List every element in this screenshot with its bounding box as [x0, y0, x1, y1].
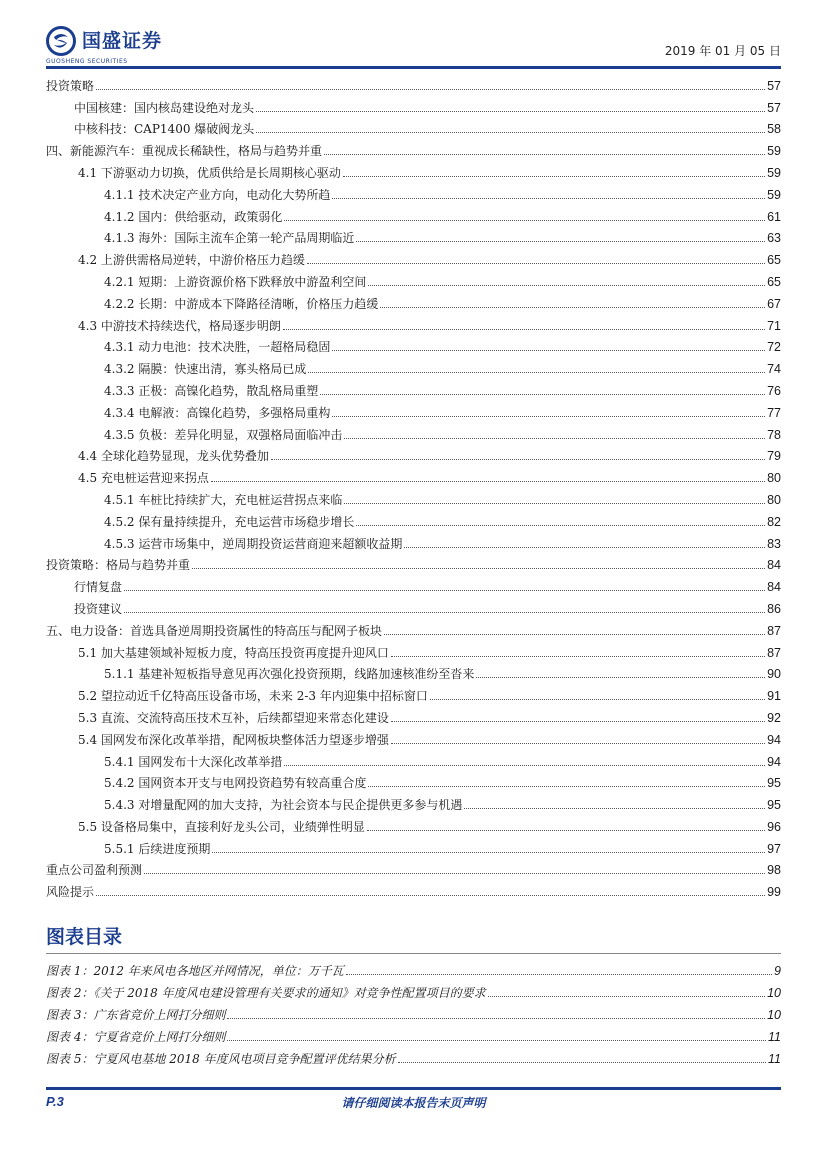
toc-entry-page: 80: [767, 492, 781, 507]
toc-entry-page: 95: [767, 798, 781, 813]
dot-leader: [391, 656, 765, 657]
toc-entry-label: 中国核建：国内核岛建设绝对龙头: [74, 100, 255, 115]
toc-entry-label: 4.5.2 保有量持续提升，充电运营市场稳步增长: [104, 514, 355, 529]
toc-entry[interactable]: [46, 376, 781, 398]
company-logo-icon: [46, 26, 76, 56]
figure-entry[interactable]: [46, 956, 781, 978]
toc-entry[interactable]: [46, 725, 781, 747]
dot-leader: [308, 372, 765, 373]
toc-entry[interactable]: [46, 572, 781, 594]
toc-entry-page: 76: [767, 383, 781, 398]
toc-entry-label: 投资策略: [46, 78, 95, 93]
toc-entry-page: 90: [767, 667, 781, 682]
dot-leader: [346, 974, 772, 975]
toc-entry[interactable]: [46, 442, 781, 464]
toc-entry-page: 61: [767, 209, 781, 224]
figure-entry-label: 图表 2：《关于 2018 年度风电建设管理有关要求的通知》对竞争性配置项目的要求: [46, 986, 486, 1000]
toc-entry-page: 59: [767, 187, 781, 202]
dot-leader: [307, 263, 765, 264]
toc-entry-label: 5.2 望拉动近千亿特高压设备市场，未来 2-3 年内迎集中招标窗口: [78, 689, 428, 704]
toc-entry[interactable]: [46, 354, 781, 376]
header-divider: [46, 66, 781, 69]
toc-entry-label: 4.3.5 负极：差异化明显，双强格局面临冲击: [104, 427, 343, 442]
report-date: 2019 年 01 月 05 日: [664, 44, 781, 58]
toc-entry-label: 4.1.2 国内：供给驱动，政策弱化: [104, 209, 283, 224]
toc-entry-page: 57: [767, 78, 781, 93]
dot-leader: [256, 132, 765, 133]
toc-entry-page: 87: [767, 623, 781, 638]
toc-entry-label: 4.1.3 海外：国际主流车企第一轮产品周期临近: [104, 231, 355, 246]
toc-entry-label: 4.3.4 电解液：高镍化趋势，多强格局重构: [104, 405, 331, 420]
toc-entry[interactable]: [46, 158, 781, 180]
figure-entry-page: 10: [767, 1008, 781, 1022]
dot-leader: [391, 743, 765, 744]
dot-leader: [144, 873, 765, 874]
toc-entry-page: 80: [767, 471, 781, 486]
dot-leader: [368, 285, 765, 286]
table-of-contents: [46, 71, 781, 899]
toc-entry-label: 4.3.2 隔膜：快速出清，寡头格局已成: [104, 362, 307, 377]
toc-entry-label: 4.1.1 技术决定产业方向，电动化大势所趋: [104, 187, 331, 202]
toc-entry-label: 4.5.1 车桩比持续扩大，充电桩运营拐点来临: [104, 492, 343, 507]
toc-entry[interactable]: [46, 180, 781, 202]
toc-entry-page: 92: [767, 710, 781, 725]
toc-entry[interactable]: [46, 877, 781, 899]
dot-leader: [356, 525, 765, 526]
toc-entry-page: 65: [767, 253, 781, 268]
toc-entry-page: 87: [767, 645, 781, 660]
toc-entry-page: 59: [767, 144, 781, 159]
toc-entry-label: 五、电力设备：首选具备逆周期投资属性的特高压与配网子板块: [46, 623, 383, 638]
dot-leader: [192, 568, 765, 569]
toc-entry-page: 98: [767, 863, 781, 878]
figure-entry[interactable]: [46, 1022, 781, 1044]
toc-entry[interactable]: [46, 681, 781, 703]
toc-entry-page: 84: [767, 580, 781, 595]
figure-entry-label: 图表 3：广东省竞价上网打分细则: [46, 1008, 226, 1022]
dot-leader: [227, 1040, 766, 1041]
toc-entry-label: 5.4 国网发布深化改革举措，配网板块整体活力望逐步增强: [78, 732, 389, 747]
toc-entry[interactable]: [46, 790, 781, 812]
toc-entry-page: 65: [767, 274, 781, 289]
dot-leader: [256, 111, 765, 112]
dot-leader: [464, 808, 765, 809]
toc-entry[interactable]: [46, 703, 781, 725]
toc-entry-page: 82: [767, 514, 781, 529]
dot-leader: [324, 154, 765, 155]
dot-leader: [124, 612, 765, 613]
toc-entry-label: 四、新能源汽车：重视成长稀缺性，格局与趋势并重: [46, 144, 323, 159]
dot-leader: [488, 996, 765, 997]
dot-leader: [212, 852, 765, 853]
figure-entry-label: 图表 5：宁夏风电基地 2018 年度风电项目竞争配置评优结果分析: [46, 1052, 396, 1066]
page-number: P.3: [46, 1094, 64, 1109]
toc-entry[interactable]: [46, 507, 781, 529]
dot-leader: [271, 459, 765, 460]
toc-entry-label: 投资建议: [74, 601, 123, 616]
toc-entry-label: 5.4.3 对增量配网的加大支持，为社会资本与民企提供更多参与机遇: [104, 798, 463, 813]
dot-leader: [284, 765, 765, 766]
page-header: [46, 24, 781, 66]
dot-leader: [384, 634, 765, 635]
figure-entry-page: 10: [767, 986, 781, 1000]
dot-leader: [344, 438, 765, 439]
toc-entry[interactable]: [46, 769, 781, 791]
dot-leader: [124, 590, 765, 591]
toc-entry[interactable]: [46, 224, 781, 246]
figures-title: 图表目录: [46, 926, 123, 948]
toc-entry[interactable]: [46, 311, 781, 333]
toc-entry-page: 79: [767, 449, 781, 464]
toc-entry-label: 4.3 中游技术持续迭代，格局逐步明朗: [78, 318, 281, 333]
figure-entry-page: 11: [768, 1052, 781, 1066]
dot-leader: [283, 329, 765, 330]
toc-entry-page: 57: [767, 100, 781, 115]
toc-entry-page: 77: [767, 405, 781, 420]
toc-entry[interactable]: [46, 660, 781, 682]
toc-entry[interactable]: [46, 245, 781, 267]
toc-entry-label: 5.1.1 基建补短板指导意见再次强化投资预期，线路加速核准纷至沓来: [104, 667, 475, 682]
figure-entry[interactable]: [46, 978, 781, 1000]
dot-leader: [332, 350, 765, 351]
dot-leader: [367, 830, 765, 831]
toc-entry-page: 83: [767, 536, 781, 551]
toc-entry-label: 5.1 加大基建领域补短板力度，特高压投资再度提升迎风口: [78, 645, 389, 660]
footer-disclaimer: 请仔细阅读本报告末页声明: [341, 1096, 486, 1110]
dot-leader: [368, 786, 765, 787]
figure-entry-page: 11: [768, 1030, 781, 1044]
toc-entry[interactable]: [46, 812, 781, 834]
toc-entry-page: 63: [767, 231, 781, 246]
toc-entry-label: 4.3.3 正极：高镍化趋势，散乱格局重塑: [104, 383, 319, 398]
dot-leader: [343, 176, 765, 177]
toc-entry-label: 投资策略：格局与趋势并重: [46, 558, 191, 573]
toc-entry[interactable]: [46, 267, 781, 289]
toc-entry[interactable]: [46, 420, 781, 442]
toc-entry[interactable]: [46, 463, 781, 485]
toc-entry[interactable]: [46, 638, 781, 660]
toc-entry[interactable]: [46, 551, 781, 573]
figures-divider: [46, 953, 781, 954]
figure-entry-page: 9: [774, 964, 781, 978]
toc-entry[interactable]: [46, 398, 781, 420]
dot-leader: [332, 416, 765, 417]
toc-entry-page: 95: [767, 776, 781, 791]
toc-entry[interactable]: [46, 71, 781, 93]
dot-leader: [227, 1018, 765, 1019]
toc-entry[interactable]: [46, 747, 781, 769]
toc-entry[interactable]: [46, 333, 781, 355]
toc-entry-page: 97: [767, 841, 781, 856]
dot-leader: [404, 547, 765, 548]
toc-entry-label: 5.4.2 国网资本开支与电网投资趋势有较高重合度: [104, 776, 367, 791]
toc-entry-page: 71: [767, 318, 781, 333]
toc-entry[interactable]: [46, 529, 781, 551]
toc-entry[interactable]: [46, 115, 781, 137]
toc-entry[interactable]: [46, 616, 781, 638]
toc-entry-page: 94: [767, 732, 781, 747]
toc-entry-label: 4.3.1 动力电池：技术决胜，一超格局稳固: [104, 340, 331, 355]
toc-entry-page: 58: [767, 122, 781, 137]
dot-leader: [320, 394, 765, 395]
footer-divider: [46, 1087, 781, 1090]
dot-leader: [476, 677, 765, 678]
toc-entry[interactable]: [46, 834, 781, 856]
toc-entry-page: 72: [767, 340, 781, 355]
toc-entry-page: 74: [767, 362, 781, 377]
toc-entry-label: 5.5.1 后续进度预期: [104, 841, 211, 856]
toc-entry[interactable]: [46, 289, 781, 311]
toc-entry-page: 94: [767, 754, 781, 769]
figure-entry[interactable]: [46, 1000, 781, 1022]
figure-entry-label: 图表 1：2012 年来风电各地区并网情况，单位：万千瓦: [46, 964, 344, 978]
figure-entry-label: 图表 4：宁夏省竞价上网打分细则: [46, 1030, 226, 1044]
toc-entry[interactable]: [46, 485, 781, 507]
toc-entry-label: 风险提示: [46, 885, 95, 900]
toc-entry-label: 4.2.1 短期：上游资源价格下跌释放中游盈利空间: [104, 274, 367, 289]
figures-list: [46, 956, 781, 1066]
toc-entry-page: 67: [767, 296, 781, 311]
dot-leader: [380, 307, 765, 308]
dot-leader: [332, 198, 765, 199]
company-name: 国盛证券: [82, 30, 163, 52]
company-logo: [46, 26, 162, 56]
toc-entry-page: 91: [767, 689, 781, 704]
dot-leader: [391, 721, 765, 722]
toc-entry-label: 行情复盘: [74, 580, 123, 595]
toc-entry-page: 96: [767, 819, 781, 834]
figure-entry[interactable]: [46, 1044, 781, 1066]
toc-entry-page: 59: [767, 165, 781, 180]
toc-entry[interactable]: [46, 594, 781, 616]
toc-entry-label: 4.2.2 长期：中游成本下降路径清晰，价格压力趋缓: [104, 296, 379, 311]
dot-leader: [211, 481, 765, 482]
toc-entry-label: 4.2 上游供需格局逆转，中游价格压力趋缓: [78, 253, 305, 268]
toc-entry[interactable]: [46, 202, 781, 224]
toc-entry-label: 4.5.3 运营市场集中，逆周期投资运营商迎来超额收益期: [104, 536, 403, 551]
dot-leader: [96, 89, 765, 90]
toc-entry-label: 中核科技：CAP1400 爆破阀龙头: [74, 122, 255, 137]
dot-leader: [430, 699, 765, 700]
toc-entry-label: 4.4 全球化趋势显现，龙头优势叠加: [78, 449, 269, 464]
toc-entry[interactable]: [46, 856, 781, 878]
toc-entry-label: 5.5 设备格局集中，直接利好龙头公司，业绩弹性明显: [78, 819, 365, 834]
toc-entry-label: 5.3 直流、交流特高压技术互补，后续都望迎来常态化建设: [78, 710, 389, 725]
toc-entry-label: 4.5 充电桩运营迎来拐点: [78, 471, 209, 486]
toc-entry[interactable]: [46, 93, 781, 115]
toc-entry-page: 86: [767, 601, 781, 616]
toc-entry-page: 84: [767, 558, 781, 573]
toc-entry-label: 5.4.1 国网发布十大深化改革举措: [104, 754, 283, 769]
toc-entry-label: 重点公司盈利预测: [46, 863, 143, 878]
dot-leader: [96, 895, 765, 896]
dot-leader: [344, 503, 765, 504]
dot-leader: [398, 1062, 766, 1063]
dot-leader: [284, 220, 765, 221]
toc-entry-label: 4.1 下游驱动力切换，优质供给是长周期核心驱动: [78, 165, 341, 180]
toc-entry-page: 99: [767, 885, 781, 900]
toc-entry[interactable]: [46, 136, 781, 158]
toc-entry-page: 78: [767, 427, 781, 442]
company-name-en: GUOSHENG SECURITIES: [46, 58, 128, 65]
dot-leader: [356, 241, 765, 242]
